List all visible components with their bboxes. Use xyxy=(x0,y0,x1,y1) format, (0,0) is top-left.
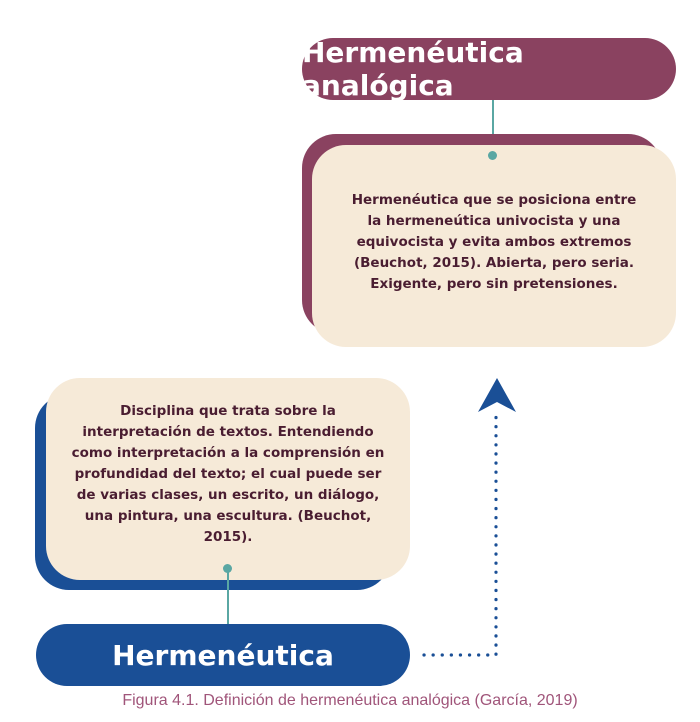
arrowhead-icon xyxy=(478,378,516,412)
figure-caption: Figura 4.1. Definición de hermenéutica analógica (García, 2019) xyxy=(122,692,578,709)
title-hermeneutica-analogica: Hermenéutica analógica xyxy=(302,38,676,100)
top-definition-text: Hermenéutica que se posiciona entre la hermeneútica univocista y una equivocista y evita ambos extremos (Beuchot, 2015). Abierta, pero seria. Exigente, pero sin pretensiones. xyxy=(351,191,637,292)
title-hermeneutica: Hermenéutica xyxy=(36,624,410,686)
connector-dot-top xyxy=(488,151,497,160)
connector-dot-bottom xyxy=(223,564,232,573)
dotted-arrow-path xyxy=(424,410,496,655)
bottom-definition-text: Disciplina que trata sobre la interpretación de textos. Entendiendo como interpretación a la comprensión en profundidad del texto; el cual puede ser de varias clases, un escrito, un diálogo, una pintura, una escultura. (Beuchot, 2015). xyxy=(71,402,385,545)
